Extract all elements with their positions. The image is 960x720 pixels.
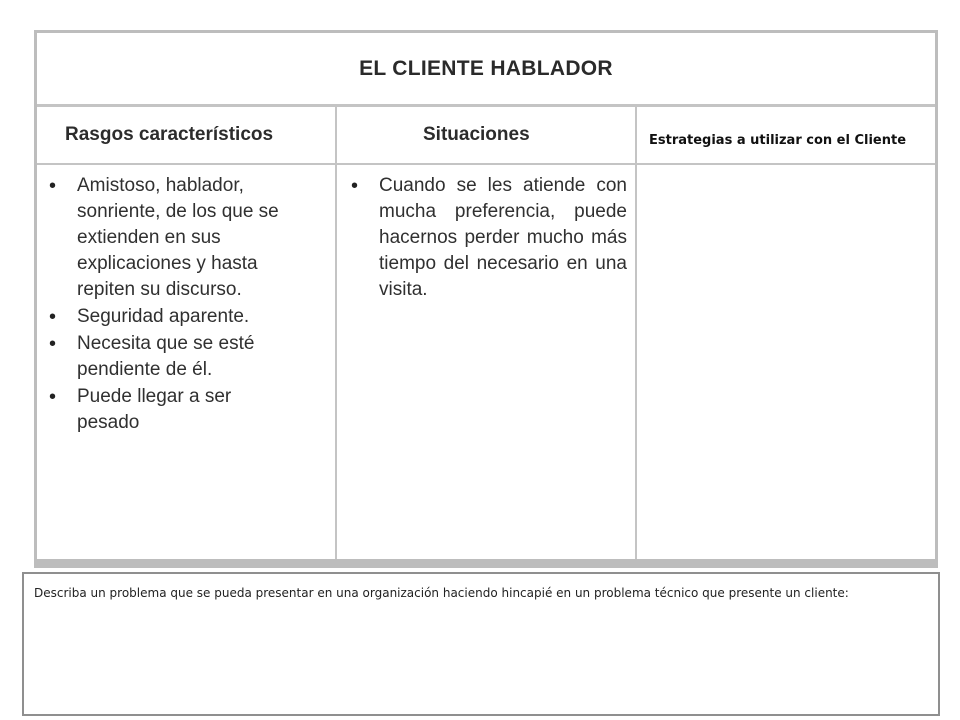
rasgos-list (41, 173, 289, 436)
list-item: • Puede llegar a ser pesado (41, 384, 289, 436)
list-item: • Amistoso, hablador, sonriente, de los que se extienden en sus explicaciones y hasta repiten su discurso. (41, 173, 289, 303)
title-row (37, 33, 935, 107)
header-rasgos: Rasgos característicos (65, 124, 274, 145)
table-title: EL CLIENTE HABLADOR (359, 57, 613, 80)
problem-prompt: Describa un problema que se pueda presentar en una organización haciendo hincapié en un problema técnico que presente un cliente: (34, 586, 849, 600)
header-estrategias: Estrategias a utilizar con el Cliente (649, 133, 907, 148)
list-item: • Seguridad aparente. (41, 304, 289, 330)
column-divider (635, 107, 637, 565)
list-item: • Necesita que se esté pendiente de él. (41, 331, 289, 383)
situaciones-list (343, 173, 627, 303)
column-divider (335, 107, 337, 565)
table-bottom-border (37, 559, 935, 565)
header-situaciones: Situaciones (423, 124, 530, 145)
client-table (34, 30, 938, 568)
problem-answer-area[interactable] (34, 610, 930, 706)
list-item: • Cuando se les atiende con mucha preferencia, puede hacernos perder mucho más tiempo del necesario en una visita. (343, 173, 627, 303)
problem-description-box[interactable] (22, 572, 940, 716)
estrategias-cell[interactable] (638, 165, 935, 559)
